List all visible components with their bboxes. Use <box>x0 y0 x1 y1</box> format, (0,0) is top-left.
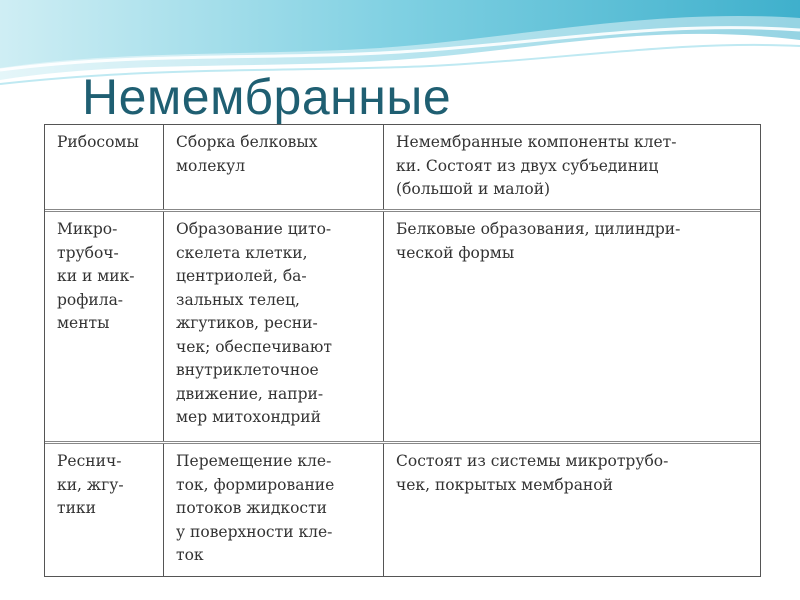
structure-cell: Состоят из системы микротрубо- чек, покрытых мембраной <box>383 444 760 577</box>
organelles-table <box>44 124 761 577</box>
table-row <box>45 212 760 441</box>
organelle-name-cell: Рибосомы <box>57 133 139 151</box>
function-cell: Сборка белковых молекул <box>163 125 383 209</box>
function-cell: Образование цито- скелета клетки, центриолей, ба- зальных телец, жгутиков, ресни- чек; обеспечивают внутриклеточное движение, напри- мер митохондрий <box>163 212 383 441</box>
table-row <box>45 125 760 209</box>
organelle-name-cell: Микро- трубоч- ки и мик- рофила- менты <box>57 220 135 332</box>
table-row <box>45 444 760 577</box>
function-cell: Перемещение кле- ток, формирование потоков жидкости у поверхности кле- ток <box>163 444 383 577</box>
organelle-name-cell: Реснич- ки, жгу- тики <box>57 452 124 517</box>
structure-cell: Немембранные компоненты клет- ки. Состоят из двух субъединиц (большой и малой) <box>383 125 760 209</box>
structure-cell: Белковые образования, цилиндри- ческой формы <box>383 212 760 441</box>
slide-title: Немембранные <box>82 69 452 125</box>
